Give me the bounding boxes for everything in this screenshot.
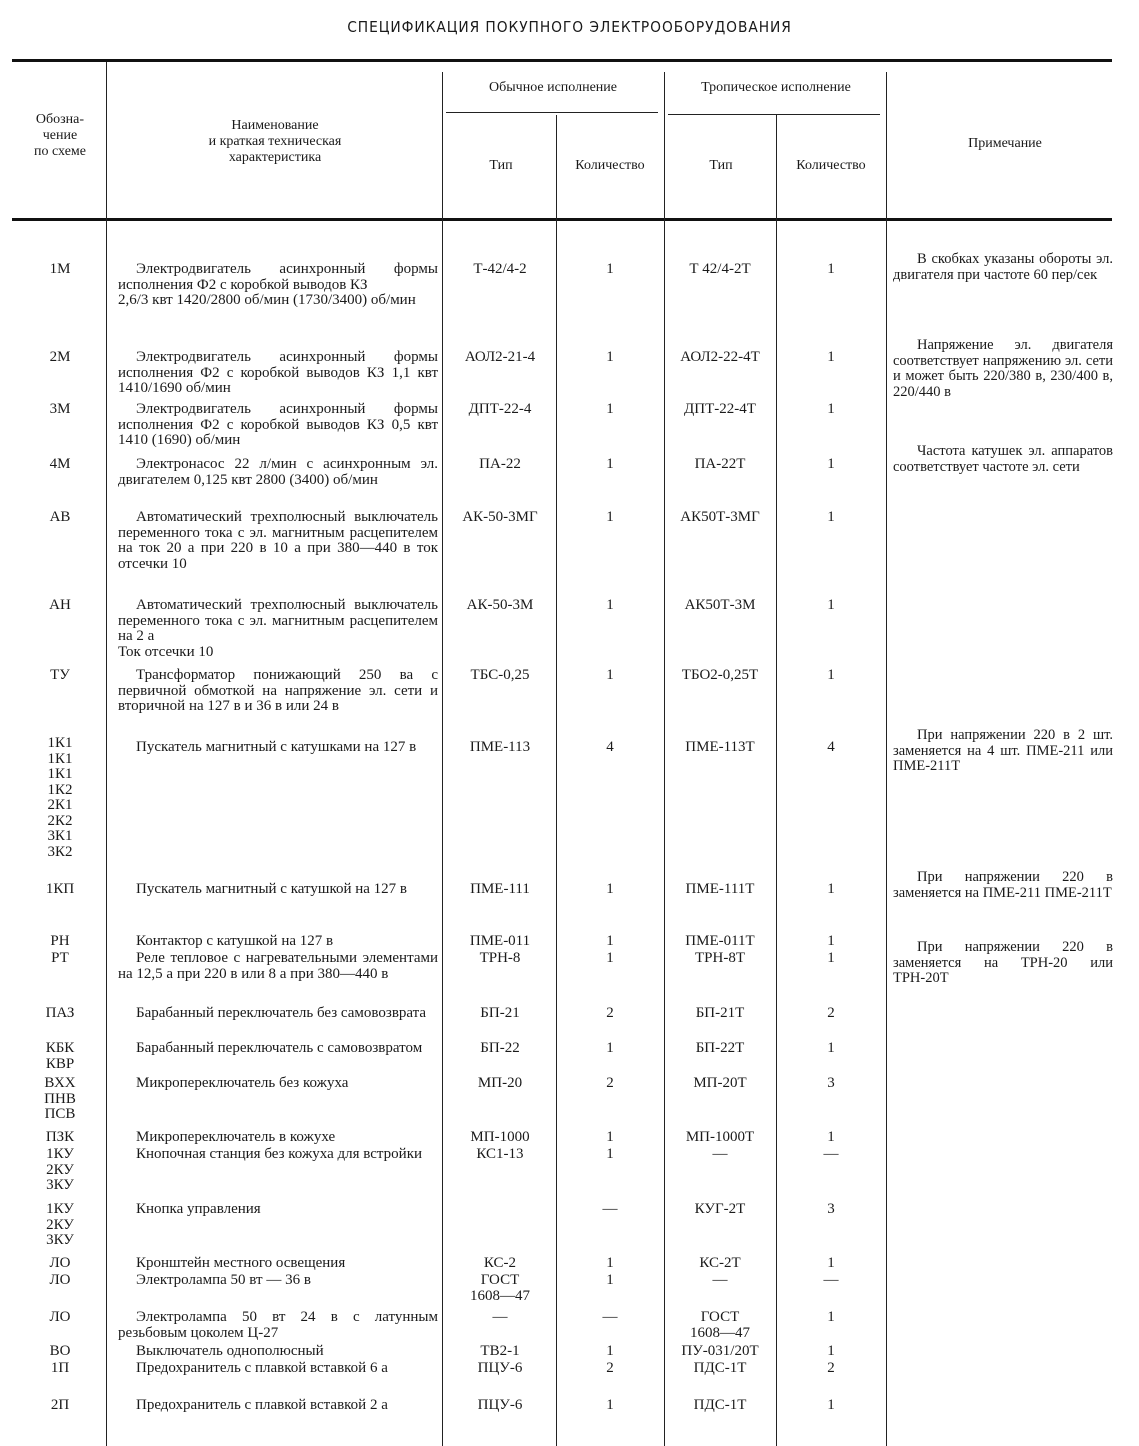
header-bottom-rule xyxy=(12,218,1112,221)
designation-cell: АВ xyxy=(49,509,71,525)
normal-type-cell: АК-50-3М xyxy=(466,597,534,613)
tropical-quantity-cell: 1 xyxy=(827,261,835,277)
group-underline xyxy=(446,112,658,113)
column-divider xyxy=(106,62,107,1446)
description-cell: Кронштейн местного освещения xyxy=(136,1255,346,1271)
designation-cell: 4М xyxy=(49,456,71,472)
tropical-quantity-cell: 2 xyxy=(827,1005,835,1021)
normal-quantity-cell: 1 xyxy=(606,1129,614,1145)
designation-cell: КБК КВР xyxy=(45,1040,75,1072)
normal-quantity-cell: 1 xyxy=(606,261,614,277)
tropical-quantity-cell: 2 xyxy=(827,1360,835,1376)
tropical-quantity-cell: 1 xyxy=(827,509,835,525)
description-cell: Электродвигатель асинхронный формы исполнения Ф2 с коробкой выводов КЗ 2,6/3 квт 1420/2800 об/мин (1730/3400) об/мин xyxy=(118,261,438,308)
normal-type-cell: — xyxy=(492,1309,508,1325)
tropical-quantity-cell: 1 xyxy=(827,456,835,472)
header-normal-type: Тип xyxy=(489,158,513,173)
description-cell: Кнопка управления xyxy=(136,1201,261,1217)
tropical-quantity-cell: 1 xyxy=(827,401,835,417)
tropical-quantity-cell: 3 xyxy=(827,1075,835,1091)
normal-quantity-cell: 1 xyxy=(606,1040,614,1056)
tropical-type-cell: ПМЕ-111Т xyxy=(685,881,755,897)
description-cell: Кнопочная станция без кожуха для встройки xyxy=(136,1146,423,1162)
normal-quantity-cell: 2 xyxy=(606,1005,614,1021)
header-tropical-quantity: Количество xyxy=(796,158,866,173)
designation-cell: 1П xyxy=(50,1360,70,1376)
normal-type-cell: БП-21 xyxy=(480,1005,520,1021)
tropical-quantity-cell: 3 xyxy=(827,1201,835,1217)
normal-type-cell: ПА-22 xyxy=(479,456,521,472)
normal-type-cell: ТВ2-1 xyxy=(480,1343,520,1359)
header-normal-group: Обычное исполнение xyxy=(489,80,617,95)
normal-type-cell: ПМЕ-011 xyxy=(469,933,531,949)
normal-type-cell: КС-2 xyxy=(483,1255,517,1271)
normal-type-cell: КС1-13 xyxy=(476,1146,524,1162)
tropical-quantity-cell: 1 xyxy=(827,667,835,683)
normal-quantity-cell: 1 xyxy=(606,950,614,966)
normal-quantity-cell: 1 xyxy=(606,667,614,683)
designation-cell: 1КУ 2КУ 3КУ xyxy=(46,1201,74,1248)
tropical-type-cell: ПДС-1Т xyxy=(693,1397,747,1413)
designation-cell: РН xyxy=(50,933,70,949)
tropical-quantity-cell: 1 xyxy=(827,349,835,365)
designation-cell: ВО xyxy=(49,1343,71,1359)
designation-cell: ВХХ ПНВ ПСВ xyxy=(44,1075,76,1122)
designation-cell: АН xyxy=(49,597,71,613)
document-title: СПЕЦИФИКАЦИЯ ПОКУПНОГО ЭЛЕКТРООБОРУДОВАНИЯ xyxy=(347,18,792,36)
tropical-quantity-cell: — xyxy=(823,1146,839,1162)
normal-quantity-cell: 1 xyxy=(606,1272,614,1288)
designation-cell: 1К1 1К1 1К1 1К2 2К1 2К2 3К1 3К2 xyxy=(47,735,73,860)
designation-cell: 3М xyxy=(49,401,71,417)
normal-type-cell: АК-50-3МГ xyxy=(462,509,538,525)
header-tropical-group: Тропическое исполнение xyxy=(701,80,851,95)
description-cell: Электролампа 50 вт — 36 в xyxy=(136,1272,311,1288)
normal-type-cell: Т-42/4-2 xyxy=(473,261,527,277)
designation-cell: ЛО xyxy=(49,1255,71,1271)
tropical-type-cell: АК50Т-3МГ xyxy=(680,509,760,525)
tropical-type-cell: КУГ-2Т xyxy=(694,1201,746,1217)
normal-type-cell: ПЦУ-6 xyxy=(477,1397,523,1413)
designation-cell: 1КП xyxy=(45,881,75,897)
designation-cell: 1М xyxy=(49,261,71,277)
description-cell: Электродвигатель асинхронный формы исполнения Ф2 с коробкой выводов КЗ 1,1 квт 1410/1690 об/мин xyxy=(118,349,438,396)
description-cell: Автоматический трехполюсный выключатель переменного тока с эл. магнитным расцепителем на 2 а Ток отсечки 10 xyxy=(118,597,438,660)
normal-quantity-cell: 4 xyxy=(606,739,614,755)
tropical-type-cell: ДПТ-22-4Т xyxy=(684,401,756,417)
normal-quantity-cell: 1 xyxy=(606,349,614,365)
note-text: При напряжении 220 в заменяется на ТРН-20 или ТРН-20Т xyxy=(893,939,1113,986)
description-cell: Контактор с катушкой на 127 в xyxy=(136,933,334,949)
normal-quantity-cell: 1 xyxy=(606,401,614,417)
tropical-quantity-cell: 1 xyxy=(827,1343,835,1359)
column-divider xyxy=(442,72,443,1446)
note-text: Напряжение эл. двигателя соответствует напряжению эл. сети и может быть 220/380 в, 230/400 в, 220/440 в xyxy=(893,337,1113,400)
tropical-type-cell: — xyxy=(712,1146,728,1162)
normal-quantity-cell: 1 xyxy=(606,509,614,525)
column-divider xyxy=(556,115,557,1446)
tropical-type-cell: ГОСТ 1608—47 xyxy=(690,1309,750,1341)
description-cell: Барабанный переключатель без самовозврата xyxy=(136,1005,427,1021)
normal-type-cell: ДПТ-22-4 xyxy=(468,401,532,417)
normal-quantity-cell: 2 xyxy=(606,1075,614,1091)
tropical-quantity-cell: 1 xyxy=(827,881,835,897)
tropical-type-cell: АОЛ2-22-4Т xyxy=(680,349,760,365)
tropical-type-cell: ПДС-1Т xyxy=(693,1360,747,1376)
table-top-rule xyxy=(12,59,1112,62)
note-text: При напряжении 220 в 2 шт. заменяется на 4 шт. ПМЕ-211 или ПМЕ-211Т xyxy=(893,727,1113,774)
normal-type-cell: АОЛ2-21-4 xyxy=(464,349,536,365)
tropical-quantity-cell: 1 xyxy=(827,1129,835,1145)
column-divider xyxy=(776,115,777,1446)
header-normal-quantity: Количество xyxy=(575,158,645,173)
group-underline xyxy=(668,114,880,115)
normal-quantity-cell: — xyxy=(602,1309,618,1325)
tropical-type-cell: ТРН-8Т xyxy=(695,950,745,966)
description-cell: Электронасос 22 л/мин с асинхронным эл. двигателем 0,125 квт 2800 (3400) об/мин xyxy=(118,456,438,488)
designation-cell: 2П xyxy=(50,1397,70,1413)
normal-quantity-cell: — xyxy=(602,1201,618,1217)
tropical-type-cell: МП-20Т xyxy=(693,1075,747,1091)
tropical-type-cell: АК50Т-3М xyxy=(684,597,756,613)
description-cell: Микропереключатель без кожуха xyxy=(136,1075,349,1091)
tropical-type-cell: БП-21Т xyxy=(695,1005,745,1021)
normal-type-cell: МП-1000 xyxy=(470,1129,530,1145)
tropical-type-cell: Т 42/4-2Т xyxy=(689,261,751,277)
description-cell: Предохранитель с плавкой вставкой 2 а xyxy=(136,1397,388,1413)
designation-cell: ПАЗ xyxy=(45,1005,75,1021)
tropical-quantity-cell: 1 xyxy=(827,1040,835,1056)
header-designation: Обозна- чение по схеме xyxy=(34,112,86,159)
normal-type-cell: МП-20 xyxy=(477,1075,523,1091)
designation-cell: ЛО xyxy=(49,1309,71,1325)
designation-cell: ЛО xyxy=(49,1272,71,1288)
tropical-quantity-cell: 1 xyxy=(827,1397,835,1413)
normal-quantity-cell: 1 xyxy=(606,597,614,613)
tropical-quantity-cell: 1 xyxy=(827,1255,835,1271)
note-text: Частота катушек эл. аппаратов соответствует частоте эл. сети xyxy=(893,443,1113,475)
tropical-quantity-cell: 1 xyxy=(827,1309,835,1325)
description-cell: Предохранитель с плавкой вставкой 6 а xyxy=(136,1360,388,1376)
header-name: Наименование и краткая техническая характеристика xyxy=(208,118,342,165)
tropical-type-cell: ПМЕ-011Т xyxy=(685,933,755,949)
designation-cell: 2М xyxy=(49,349,71,365)
header-tropical-type: Тип xyxy=(709,158,733,173)
description-cell: Электродвигатель асинхронный формы исполнения Ф2 с коробкой выводов КЗ 0,5 квт 1410 (1690) об/мин xyxy=(118,401,438,448)
normal-quantity-cell: 1 xyxy=(606,1255,614,1271)
normal-type-cell: ГОСТ 1608—47 xyxy=(470,1272,530,1304)
normal-quantity-cell: 1 xyxy=(606,1397,614,1413)
designation-cell: ПЗК xyxy=(45,1129,75,1145)
header-note: Примечание xyxy=(968,136,1042,151)
normal-type-cell: ПЦУ-6 xyxy=(477,1360,523,1376)
normal-quantity-cell: 1 xyxy=(606,1146,614,1162)
normal-type-cell: ПМЕ-111 xyxy=(470,881,530,897)
designation-cell: 1КУ 2КУ 3КУ xyxy=(46,1146,74,1193)
normal-quantity-cell: 1 xyxy=(606,881,614,897)
tropical-quantity-cell: — xyxy=(823,1272,839,1288)
note-text: При напряжении 220 в заменяется на ПМЕ-211 ПМЕ-211Т xyxy=(893,869,1113,901)
tropical-quantity-cell: 1 xyxy=(827,597,835,613)
tropical-type-cell: МП-1000Т xyxy=(685,1129,755,1145)
normal-type-cell: ТБС-0,25 xyxy=(470,667,530,683)
normal-quantity-cell: 1 xyxy=(606,933,614,949)
description-cell: Автоматический трехполюсный выключатель переменного тока с эл. магнитным расцепителем на ток 20 а при 220 в 10 а при 380—440 в ток отсечки 10 xyxy=(118,509,438,572)
description-cell: Трансформатор понижающий 250 ва с первичной обмоткой на напряжение эл. сети и вторичной на 127 в и 36 в или 24 в xyxy=(118,667,438,714)
normal-type-cell: ТРН-8 xyxy=(479,950,521,966)
tropical-quantity-cell: 1 xyxy=(827,950,835,966)
normal-quantity-cell: 2 xyxy=(606,1360,614,1376)
designation-cell: ТУ xyxy=(50,667,70,683)
designation-cell: РТ xyxy=(51,950,69,966)
tropical-quantity-cell: 4 xyxy=(827,739,835,755)
description-cell: Пускатель магнитный с катушкой на 127 в xyxy=(136,881,408,897)
tropical-type-cell: ПА-22Т xyxy=(694,456,746,472)
normal-type-cell: ПМЕ-113 xyxy=(469,739,531,755)
normal-quantity-cell: 1 xyxy=(606,1343,614,1359)
normal-quantity-cell: 1 xyxy=(606,456,614,472)
tropical-type-cell: БП-22Т xyxy=(695,1040,745,1056)
column-divider xyxy=(664,72,665,1446)
tropical-type-cell: — xyxy=(712,1272,728,1288)
description-cell: Пускатель магнитный с катушками на 127 в xyxy=(136,739,417,755)
tropical-type-cell: ПУ-031/20Т xyxy=(681,1343,759,1359)
tropical-type-cell: ТБО2-0,25Т xyxy=(681,667,759,683)
tropical-quantity-cell: 1 xyxy=(827,933,835,949)
description-cell: Барабанный переключатель с самовозвратом xyxy=(136,1040,423,1056)
description-cell: Электролампа 50 вт 24 в с латунным резьбовым цоколем Ц-27 xyxy=(118,1309,438,1341)
description-cell: Выключатель однополюсный xyxy=(136,1343,324,1359)
tropical-type-cell: КС-2Т xyxy=(699,1255,741,1271)
note-text: В скобках указаны обороты эл. двигателя при частоте 60 пер/сек xyxy=(893,251,1113,283)
description-cell: Реле тепловое с нагревательными элементами на 12,5 а при 220 в или 8 а при 380—440 в xyxy=(118,950,438,982)
tropical-type-cell: ПМЕ-113Т xyxy=(685,739,755,755)
column-divider xyxy=(886,72,887,1446)
normal-type-cell: БП-22 xyxy=(480,1040,520,1056)
description-cell: Микропереключатель в кожухе xyxy=(136,1129,336,1145)
